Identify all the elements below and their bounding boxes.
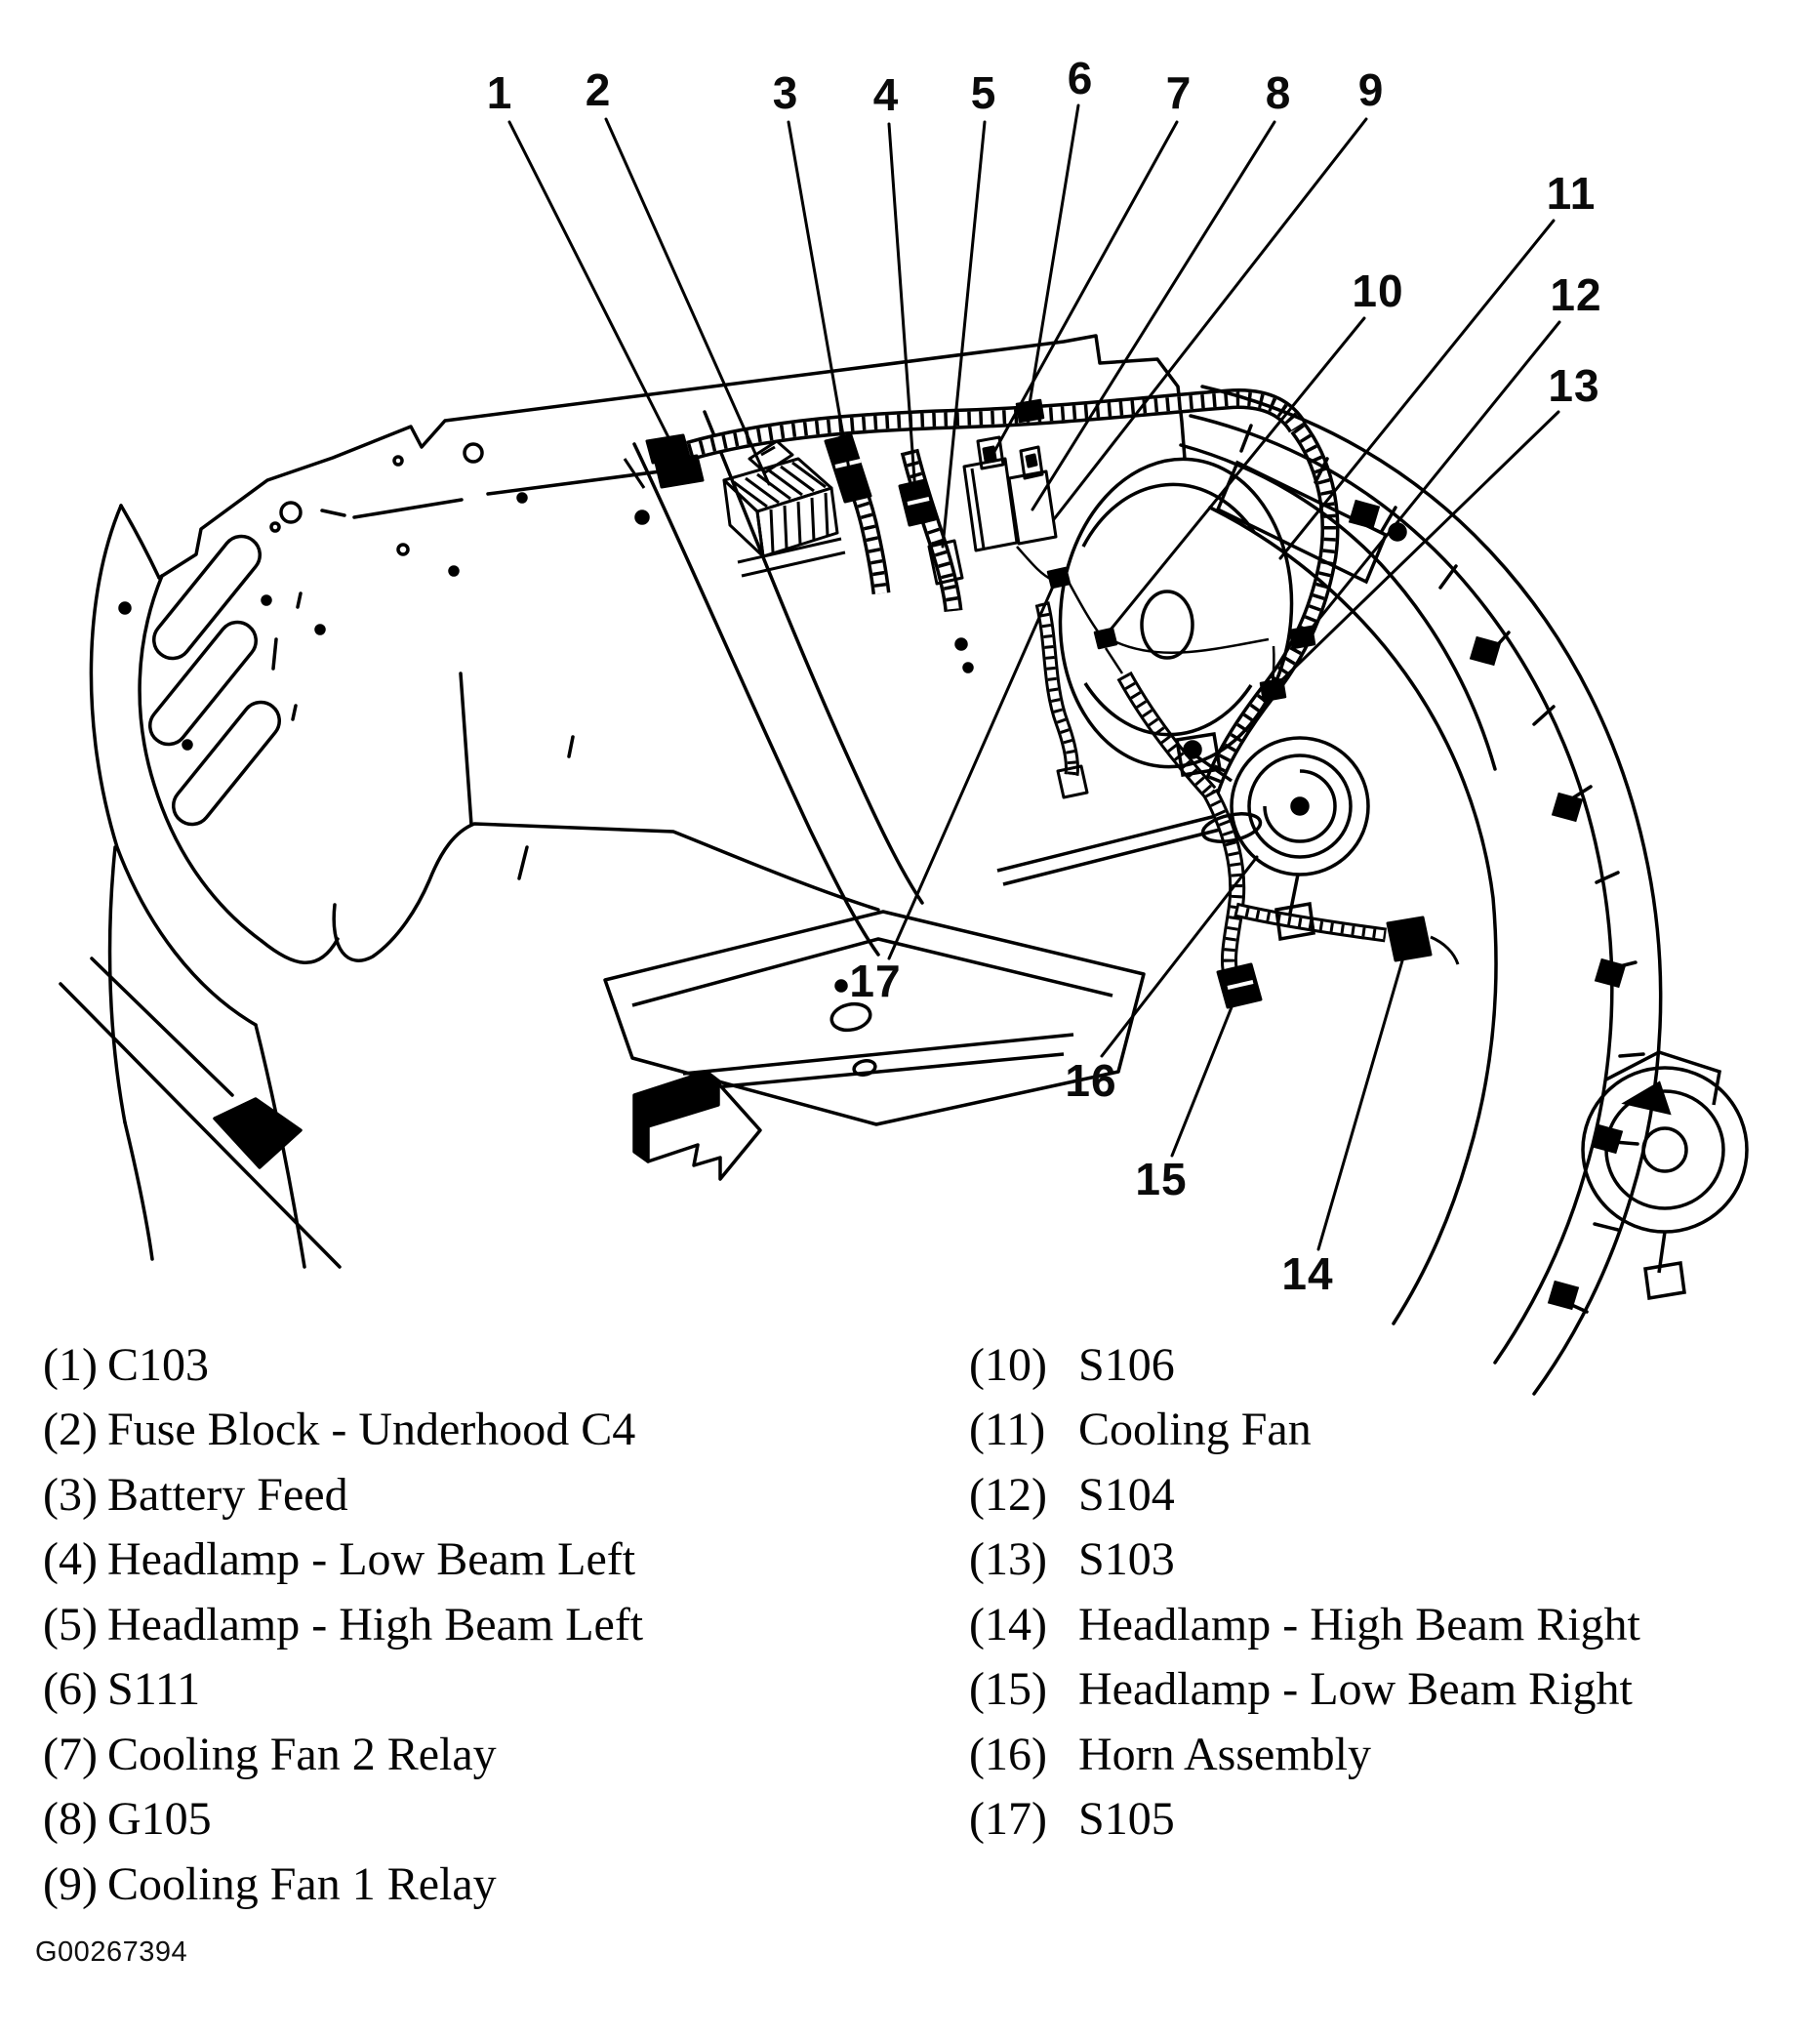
legend-item-number: (2) bbox=[43, 1404, 98, 1456]
front-fascia bbox=[1181, 387, 1661, 1394]
callout-15: 15 bbox=[1135, 1154, 1188, 1204]
legend-item-2 bbox=[43, 1398, 643, 1463]
legend-item-7 bbox=[43, 1722, 643, 1787]
legend-item-number: (9) bbox=[43, 1857, 98, 1910]
legend-item-number: (5) bbox=[43, 1598, 98, 1650]
legend-item-label: Cooling Fan 2 Relay bbox=[107, 1728, 497, 1780]
legend-item-6 bbox=[43, 1657, 643, 1723]
legend-item-15 bbox=[969, 1657, 1640, 1723]
legend-item-number: (12) bbox=[969, 1468, 1047, 1521]
callout-6: 6 bbox=[1067, 53, 1094, 103]
callout-12: 12 bbox=[1550, 269, 1602, 320]
callout-9: 9 bbox=[1357, 64, 1385, 115]
legend-item-label: S104 bbox=[1078, 1468, 1175, 1521]
callout-5: 5 bbox=[970, 67, 997, 118]
callout-13: 13 bbox=[1548, 360, 1600, 411]
legend-item-label: G105 bbox=[107, 1793, 212, 1846]
legend-item-9 bbox=[43, 1852, 643, 1917]
legend-item-number: (13) bbox=[969, 1533, 1047, 1586]
legend-item-3 bbox=[43, 1462, 643, 1528]
legend-item-number: (11) bbox=[969, 1404, 1046, 1456]
callout-8: 8 bbox=[1265, 67, 1292, 118]
legend-item-label: Headlamp - Low Beam Right bbox=[1078, 1663, 1633, 1716]
legend-item-label: Headlamp - High Beam Right bbox=[1078, 1598, 1640, 1650]
legend-item-number: (17) bbox=[969, 1793, 1047, 1846]
legend-item-16 bbox=[969, 1722, 1640, 1787]
legend-item-label: Cooling Fan bbox=[1078, 1404, 1312, 1456]
callout-1: 1 bbox=[486, 67, 513, 118]
callout-11: 11 bbox=[1546, 168, 1597, 219]
legend-left-column bbox=[43, 1332, 643, 1917]
callout-4: 4 bbox=[872, 69, 900, 120]
legend-item-number: (16) bbox=[969, 1728, 1047, 1780]
legend-item-number: (7) bbox=[43, 1728, 98, 1780]
legend-item-8 bbox=[43, 1787, 643, 1853]
legend-item-10 bbox=[969, 1332, 1640, 1398]
legend-item-number: (3) bbox=[43, 1468, 98, 1521]
legend-item-1 bbox=[43, 1332, 643, 1398]
legend-item-number: (10) bbox=[969, 1338, 1047, 1391]
legend-item-label: Battery Feed bbox=[107, 1468, 348, 1521]
legend-item-number: (8) bbox=[43, 1793, 98, 1846]
legend-item-label: S111 bbox=[107, 1663, 201, 1716]
legend-right-column bbox=[969, 1332, 1640, 1852]
callout-17: 17 bbox=[849, 956, 902, 1006]
callout-2: 2 bbox=[585, 64, 612, 115]
legend-item-label: C103 bbox=[107, 1338, 210, 1391]
legend-item-number: (15) bbox=[969, 1663, 1047, 1716]
legend-item-13 bbox=[969, 1528, 1640, 1593]
callout-7: 7 bbox=[1165, 67, 1193, 118]
legend-item-number: (1) bbox=[43, 1338, 98, 1391]
legend-item-number: (4) bbox=[43, 1533, 98, 1586]
figure-id: G00267394 bbox=[35, 1936, 188, 1968]
legend-item-14 bbox=[969, 1592, 1640, 1657]
legend-item-label: Headlamp - Low Beam Left bbox=[107, 1533, 636, 1586]
legend-item-label: Cooling Fan 1 Relay bbox=[107, 1857, 497, 1910]
callout-14: 14 bbox=[1281, 1248, 1334, 1299]
legend-item-number: (6) bbox=[43, 1663, 98, 1716]
callout-16: 16 bbox=[1065, 1055, 1117, 1106]
legend-item-5 bbox=[43, 1592, 643, 1657]
callout-10: 10 bbox=[1352, 265, 1404, 316]
legend-item-11 bbox=[969, 1398, 1640, 1463]
legend-item-number: (14) bbox=[969, 1598, 1047, 1650]
left-fender-wheelhouse bbox=[61, 506, 340, 1267]
callout-3: 3 bbox=[772, 67, 799, 118]
legend-item-label: Headlamp - High Beam Left bbox=[107, 1598, 644, 1650]
legend-item-12 bbox=[969, 1462, 1640, 1528]
legend-item-label: S106 bbox=[1078, 1338, 1175, 1391]
legend-item-4 bbox=[43, 1528, 643, 1593]
legend-item-17 bbox=[969, 1787, 1640, 1853]
legend-item-label: S105 bbox=[1078, 1793, 1175, 1846]
legend-item-label: S103 bbox=[1078, 1533, 1175, 1586]
legend-item-label: Horn Assembly bbox=[1078, 1728, 1371, 1780]
legend-item-label: Fuse Block - Underhood C4 bbox=[107, 1404, 636, 1456]
